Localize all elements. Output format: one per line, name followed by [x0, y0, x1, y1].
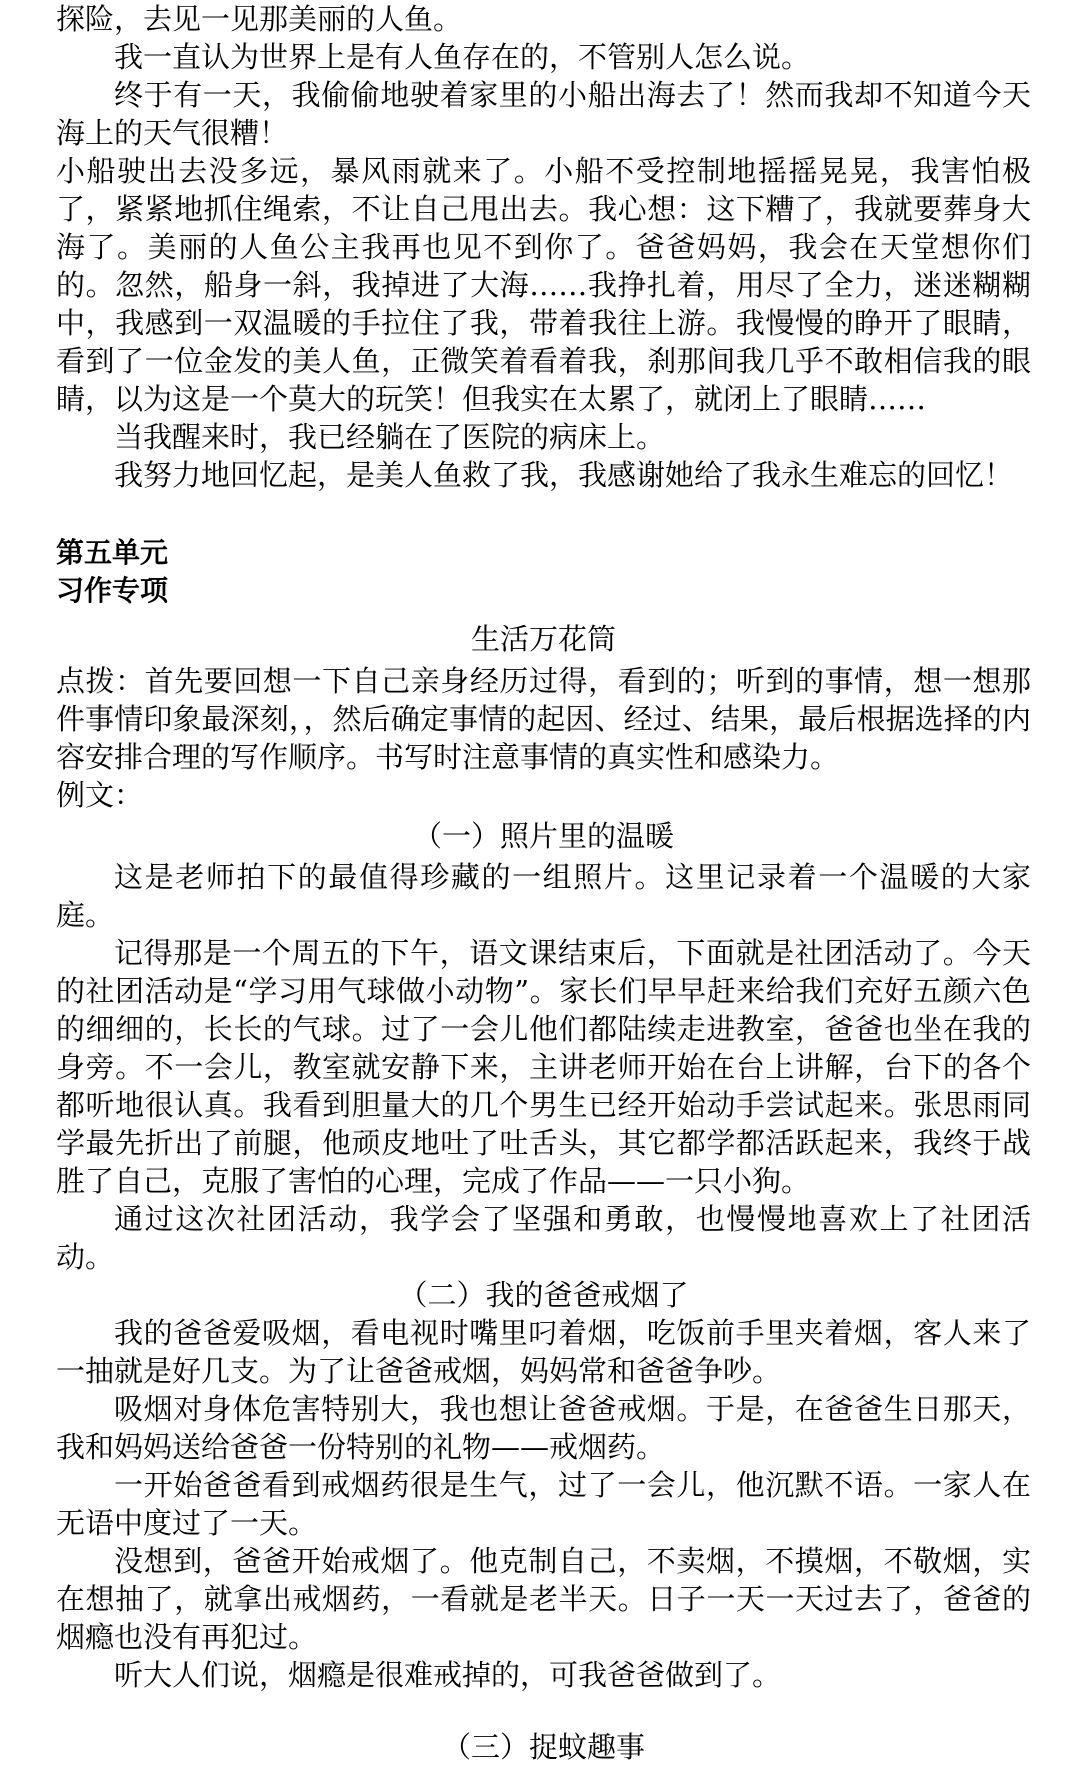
essay-title: （二）我的爸爸戒烟了 [398, 1278, 689, 1312]
essay-2 [56, 1276, 1031, 1694]
essay-1 [56, 817, 1031, 1276]
paragraph: 终于有一天，我偷偷地驶着家里的小船出海去了！然而我却不知道今天海上的天气很糟！ [56, 78, 1031, 150]
essay-title: （三）捉蚊趣事 [441, 1730, 645, 1764]
topic-title: 生活万花筒 [470, 622, 616, 656]
paragraph: 没想到，爸爸开始戒烟了。他克制自己，不卖烟，不摸烟，不敬烟，实在想抽了，就拿出戒烟药，一看就是老半天。日子一天一天过去了，爸爸的烟瘾也没有再犯过。 [56, 1544, 1031, 1654]
paragraph: 吸烟对身体危害特别大，我也想让爸爸戒烟。于是，在爸爸生日那天，我和妈妈送给爸爸一份特别的礼物——戒烟药。 [56, 1392, 1031, 1464]
unit-title: 第五单元 [56, 536, 169, 569]
section-spacer [56, 494, 1031, 534]
essay-3 [56, 1728, 1031, 1766]
section-spacer [56, 1694, 1031, 1728]
story-ending [56, 0, 1031, 494]
paragraph: 一开始爸爸看到戒烟药很是生气，过了一会儿，他沉默不语。一家人在无语中度过了一天。 [56, 1468, 1031, 1540]
paragraph: 探险，去见一见那美丽的人鱼。 [56, 2, 463, 36]
paragraph: 我努力地回忆起，是美人鱼救了我，我感谢她给了我永生难忘的回忆！ [114, 458, 1014, 492]
example-label: 例文： [56, 778, 144, 812]
paragraph: 我一直认为世界上是有人鱼存在的，不管别人怎么说。 [114, 40, 811, 74]
document-page [56, 0, 1031, 1766]
essay-title: （一）照片里的温暖 [412, 819, 674, 853]
paragraph: 记得那是一个周五的下午，语文课结束后，下面就是社团活动了。今天的社团活动是“学习用气球做小动物”。家长们早早赶来给我们充好五颜六色的细细的，长长的气球。过了一会儿他们都陆续走进教室，爸爸也坐在我的身旁。不一会儿，教室就安静下来，主讲老师开始在台上讲解，台下的各个都听地很认真。我看到胆量大的几个男生已经开始动手尝试起来。张思雨同学最先折出了前腿，他顽皮地吐了吐舌头，其它都学都活跃起来，我终于战胜了自己，克服了害怕的心理，完成了作品——一只小狗。 [56, 936, 1031, 1198]
unit-section [56, 534, 1031, 814]
paragraph: 通过这次社团活动，我学会了坚强和勇敢，也慢慢地喜欢上了社团活动。 [56, 1202, 1031, 1274]
paragraph: 听大人们说，烟瘾是很难戒掉的，可我爸爸做到了。 [114, 1658, 782, 1692]
paragraph: 这是老师拍下的最值得珍藏的一组照片。这里记录着一个温暖的大家庭。 [56, 860, 1031, 932]
paragraph: 小船驶出去没多远，暴风雨就来了。小船不受控制地摇摇晃晃，我害怕极了，紧紧地抓住绳索，不让自己甩出去。我心想：这下糟了，我就要葬身大海了。美丽的人鱼公主我再也见不到你了。爸爸妈妈，我会在天堂想你们的。忽然，船身一斜，我掉进了大海……我挣扎着，用尽了全力，迷迷糊糊中，我感到一双温暖的手拉住了我，带着我往上游。我慢慢的睁开了眼睛，看到了一位金发的美人鱼，正微笑着看着我，刹那间我几乎不敢相信我的眼睛，以为这是一个莫大的玩笑！但我实在太累了，就闭上了眼睛…… [56, 154, 1031, 416]
writing-tip: 点拨：首先要回想一下自己亲身经历过得，看到的；听到的事情，想一想那件事情印象最深刻，，然后确定事情的起因、经过、结果，最后根据选择的内容安排合理的写作顺序。书写时注意事情的真实性和感染力。 [56, 664, 1031, 774]
section-title: 习作专项 [56, 574, 169, 607]
paragraph: 我的爸爸爱吸烟，看电视时嘴里叼着烟，吃饭前手里夹着烟，客人来了一抽就是好几支。为了让爸爸戒烟，妈妈常和爸爸争吵。 [56, 1316, 1031, 1388]
paragraph: 当我醒来时，我已经躺在了医院的病床上。 [114, 420, 666, 454]
